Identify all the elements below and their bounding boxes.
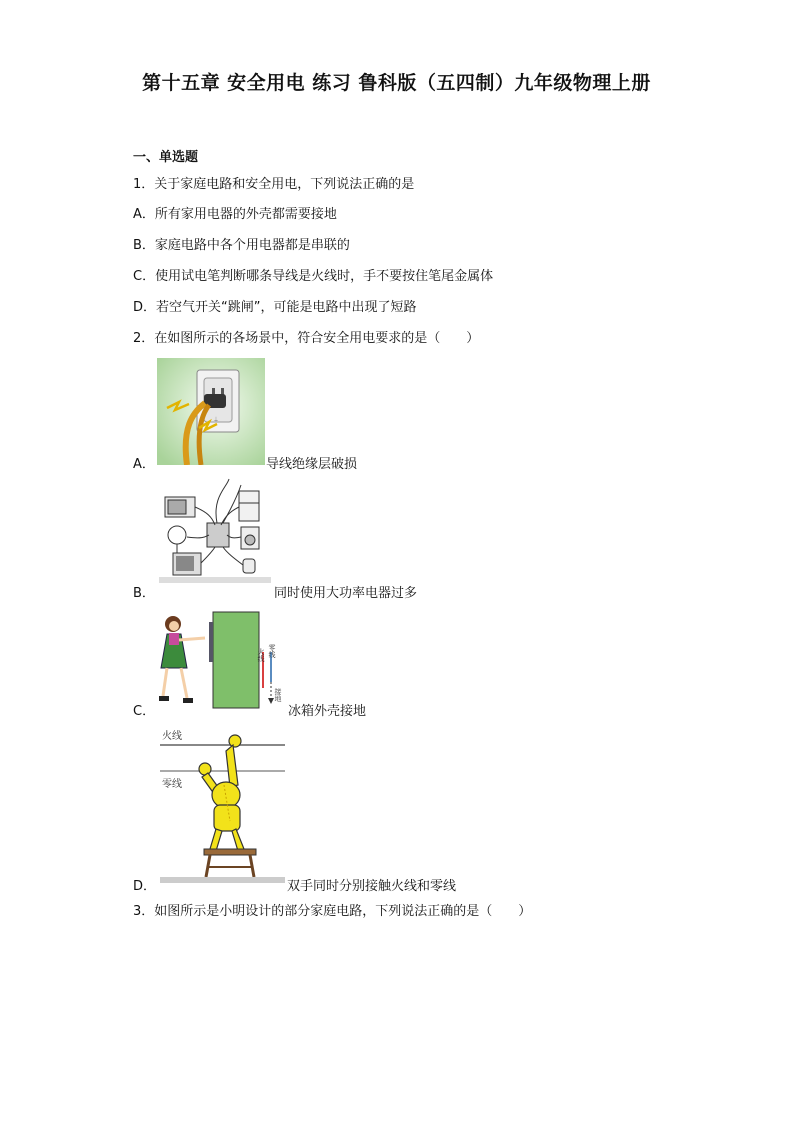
q2-option-b-letter: B． <box>133 586 155 601</box>
q1-option-b: B．家庭电路中各个用电器都是串联的 <box>133 238 350 253</box>
figure-overloaded-socket <box>157 477 273 585</box>
q1-stem: 1．关于家庭电路和安全用电，下列说法正确的是 <box>133 177 415 192</box>
fig-c-live-label: 火线 <box>257 648 265 662</box>
q2-stem: 2．在如图所示的各场景中，符合安全用电要求的是（ ） <box>133 331 480 346</box>
q2-option-a-letter: A． <box>133 457 155 472</box>
section-heading: 一、单选题 <box>133 150 199 165</box>
q3-stem: 3．如图所示是小明设计的部分家庭电路，下列说法正确的是（ ） <box>133 904 532 919</box>
fig-c-ground-label: 接地 <box>274 688 282 702</box>
q2-option-c-letter: C． <box>133 704 156 719</box>
q2-option-b-caption: 同时使用大功率电器过多 <box>274 586 418 601</box>
q1-option-c: C．使用试电笔判断哪条导线是火线时，手不要按住笔尾金属体 <box>133 269 494 284</box>
q1-option-d: D．若空气开关“跳闸”，可能是电路中出现了短路 <box>133 300 417 315</box>
page-title: 第十五章 安全用电 练习 鲁科版（五四制）九年级物理上册 <box>142 72 651 94</box>
figure-grounded-fridge <box>157 608 287 710</box>
fig-d-neutral-label: 零线 <box>162 779 182 790</box>
q2-option-d-letter: D． <box>133 879 157 894</box>
q2-option-d-caption: 双手同时分别接触火线和零线 <box>287 879 457 894</box>
q1-option-a: A．所有家用电器的外壳都需要接地 <box>133 207 337 222</box>
fig-c-neutral-label: 零线 <box>268 644 276 658</box>
q2-option-c-caption: 冰箱外壳接地 <box>288 704 367 719</box>
fig-d-live-label: 火线 <box>162 731 182 742</box>
svg-text:⏚: ⏚ <box>213 417 220 424</box>
q2-option-a-caption: 导线绝缘层破损 <box>266 457 358 472</box>
figure-touching-live-neutral <box>160 725 285 887</box>
figure-damaged-wire <box>157 358 265 465</box>
